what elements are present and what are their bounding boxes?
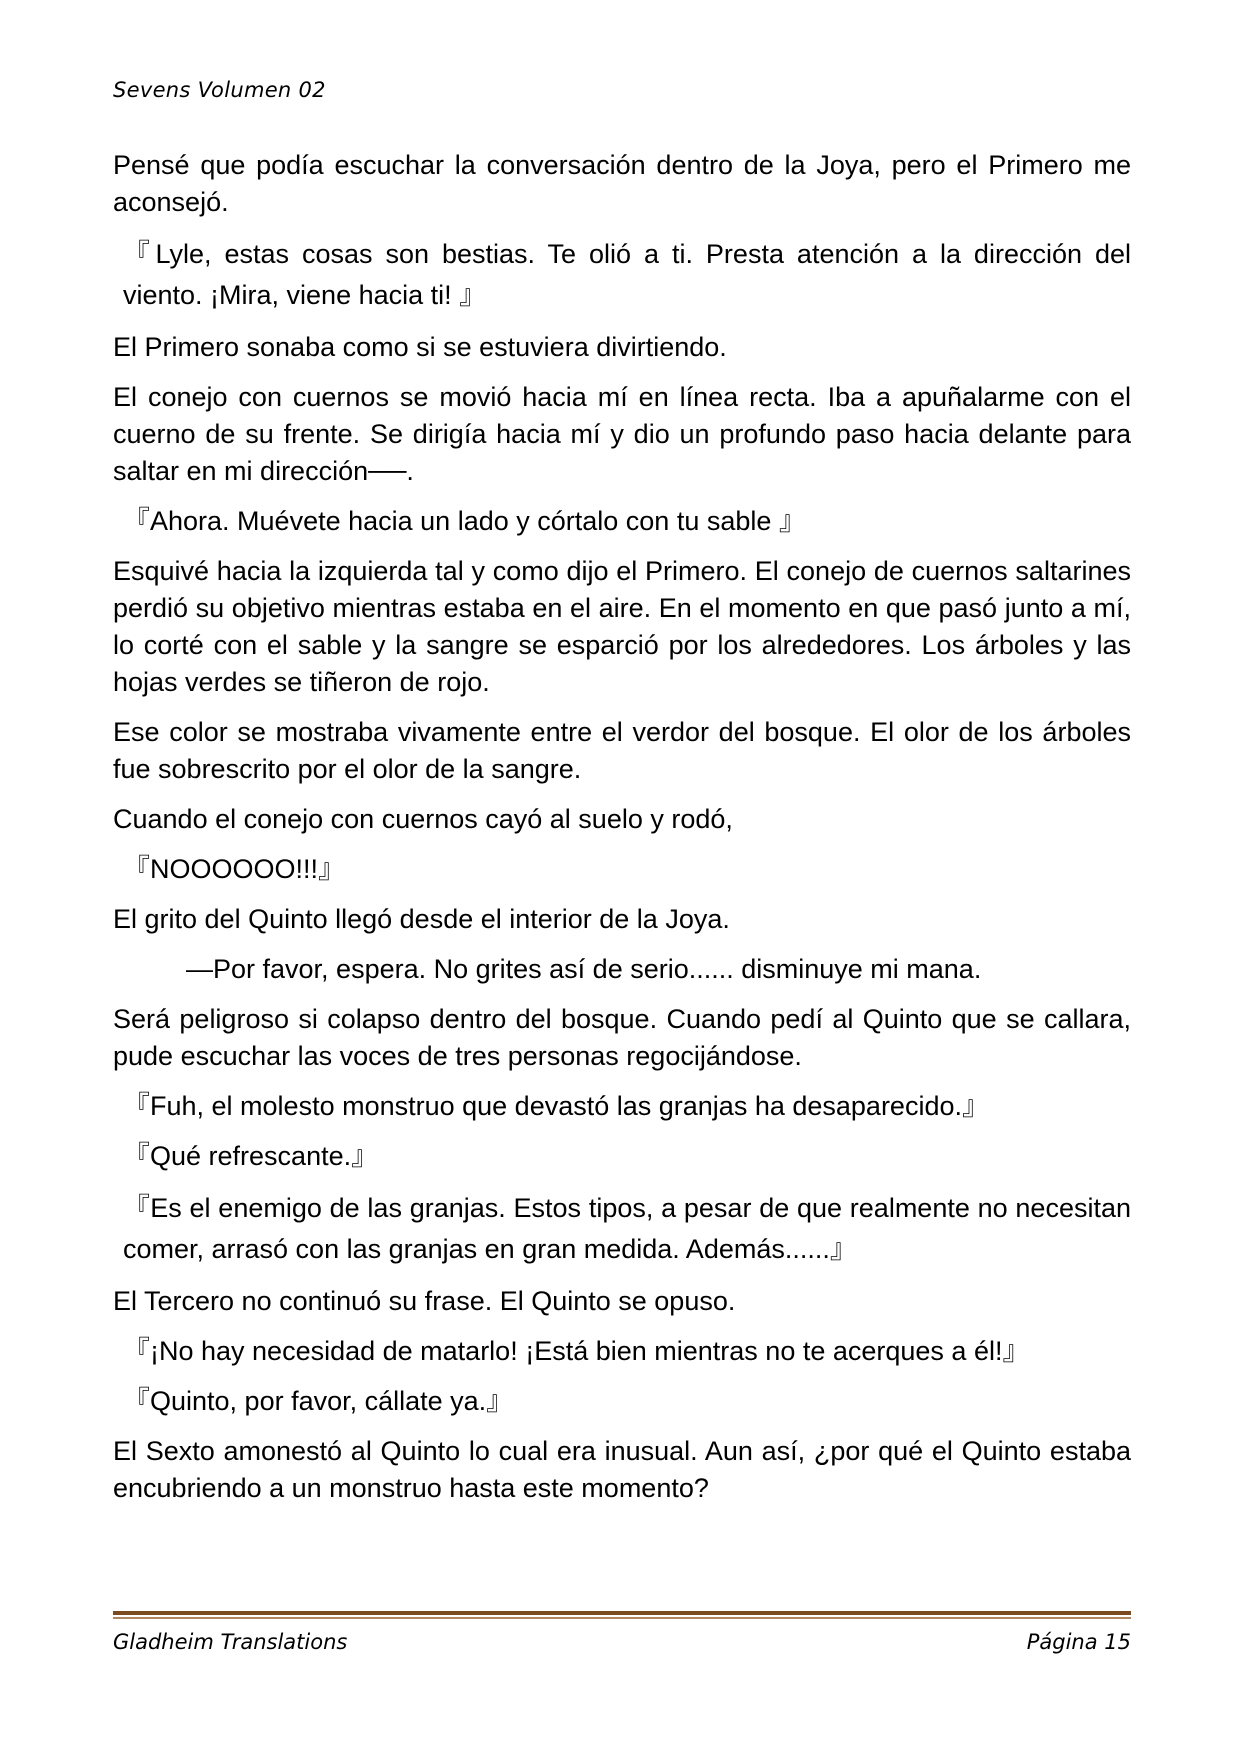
inner-monologue-line: ―Por favor, espera. No grites así de serio...... disminuye mi mana.: [186, 954, 982, 984]
paragraph: El grito del Quinto llegó desde el interior de la Joya.: [113, 904, 730, 934]
page-number: Página 15: [1026, 1630, 1131, 1654]
dialog-line: 『Fuh, el molesto monstruo que devastó las granjas ha desaparecido.』: [123, 1091, 989, 1121]
paragraph: El Primero sonaba como si se estuviera divirtiendo.: [113, 332, 727, 362]
paragraph: Pensé que podía escuchar la conversación dentro de la Joya, pero el Primero me aconsejó.: [113, 150, 1131, 217]
paragraph: El Sexto amonestó al Quinto lo cual era inusual. Aun así, ¿por qué el Quinto estaba encubriendo a un monstruo hasta este momento?: [113, 1436, 1131, 1503]
running-header: Sevens Volumen 02: [113, 78, 326, 102]
footer-divider-thin: [113, 1617, 1131, 1619]
paragraph: El Tercero no continuó su frase. El Quinto se opuso.: [113, 1286, 736, 1316]
dialog-line: 『Quinto, por favor, cállate ya.』: [123, 1386, 514, 1416]
paragraph: El conejo con cuernos se movió hacia mí en línea recta. Iba a apuñalarme con el cuerno de su frente. Se dirigía hacia mí y dio un profundo paso hacia delante para saltar en mi dirección──.: [113, 382, 1131, 486]
dialog-line: 『NOOOOOO!!!』: [123, 854, 346, 884]
paragraph: Esquivé hacia la izquierda tal y como dijo el Primero. El conejo de cuernos saltarines perdió su objetivo mientras estaba en el aire. En el momento en que pasó junto a mí, lo corté con el sable y la sangre se esparció por los alrededores. Los árboles y las hojas verdes se tiñeron de rojo.: [113, 556, 1131, 697]
paragraph: Será peligroso si colapso dentro del bosque. Cuando pedí al Quinto que se callara, pude escuchar las voces de tres personas regocijándose.: [113, 1004, 1131, 1071]
dialog-line: 『Qué refrescante.』: [123, 1141, 379, 1171]
dialog-line: 『Ahora. Muévete hacia un lado y córtalo con tu sable 』: [123, 506, 806, 536]
paragraph: Ese color se mostraba vivamente entre el verdor del bosque. El olor de los árboles fue sobrescrito por el olor de la sangre.: [113, 717, 1131, 784]
footer-credit: Gladheim Translations: [113, 1630, 348, 1654]
footer-divider: [113, 1611, 1131, 1619]
dialog-line: 『¡No hay necesidad de matarlo! ¡Está bien mientras no te acerques a él!』: [123, 1336, 1030, 1366]
body-text: [113, 147, 1131, 1520]
dialog-line: 『Lyle, estas cosas son bestias. Te olió a ti. Presta atención a la dirección del viento. ¡Mira, viene hacia ti! 』: [123, 239, 1131, 310]
paragraph: Cuando el conejo con cuernos cayó al suelo y rodó,: [113, 804, 733, 834]
dialog-line: 『Es el enemigo de las granjas. Estos tipos, a pesar de que realmente no necesitan comer, arrasó con las granjas en gran medida. Además......』: [123, 1193, 1131, 1264]
footer-divider-thick: [113, 1611, 1131, 1615]
